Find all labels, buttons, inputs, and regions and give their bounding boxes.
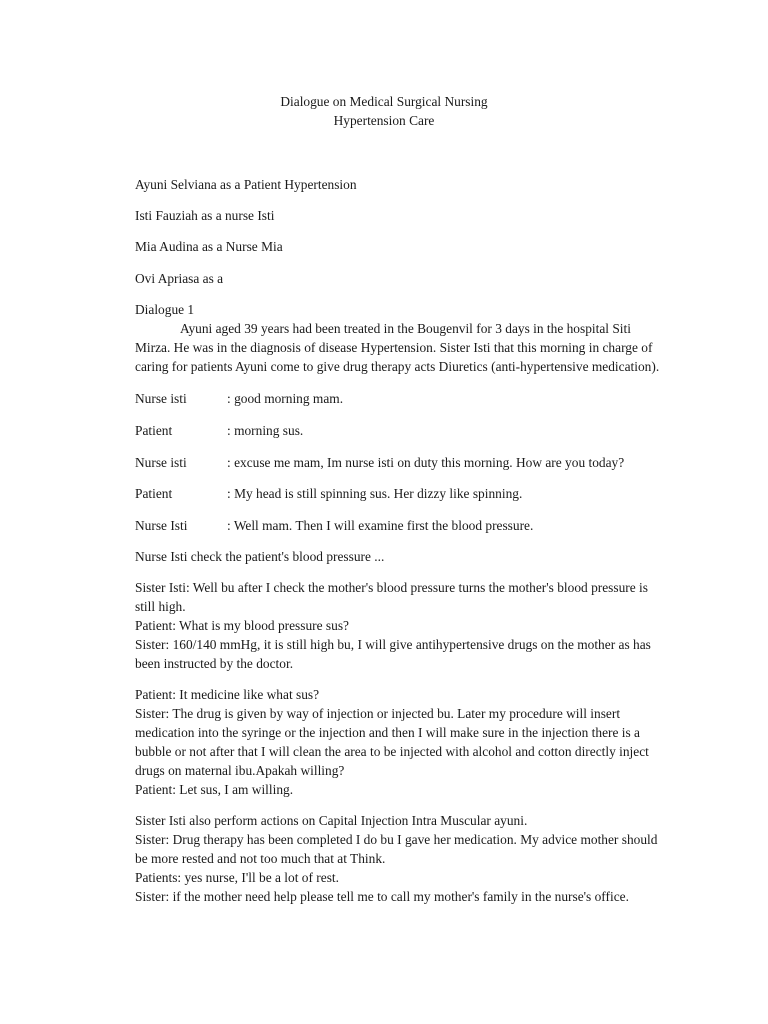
block-line: Sister: The drug is given by way of injection or injected bu. Later my procedure will insert [135,706,621,721]
block-line: Patient: Let sus, I am willing. [135,782,294,797]
speech-text: : morning sus. [227,423,304,438]
speaker-label: Patient [135,486,173,501]
block-line: Sister Isti: Well bu after I check the mother's blood pressure turns the mother's blood pressure is [135,580,648,595]
block-line: Sister: 160/140 mmHg, it is still high bu, I will give antihypertensive drugs on the mother as has [135,637,651,652]
block-line: Sister Isti also perform actions on Capital Injection Intra Muscular ayuni. [135,813,528,828]
speech-text: : My head is still spinning sus. Her dizzy like spinning. [227,486,523,501]
speech-text: : excuse me mam, Im nurse isti on duty this morning. How are you today? [227,455,625,470]
block-line: medication into the syringe or the injection and then I will make sure in the injection there is a [135,725,640,740]
action-line: Nurse Isti check the patient's blood pressure ... [135,549,385,564]
document-title: Dialogue on Medical Surgical Nursing [280,94,488,109]
dialogue-block [135,578,680,673]
speaker-label: Nurse isti [135,455,187,470]
dialogue-block [135,811,680,906]
block-line: been instructed by the doctor. [135,656,294,671]
dialogue-exchange [135,484,522,503]
intro-line: Mirza. He was in the diagnosis of disease Hypertension. Sister Isti that this morning in charge of [135,340,653,355]
speech-text: : good morning mam. [227,391,344,406]
dialogue-intro [135,300,680,376]
speaker-label: Nurse isti [135,391,187,406]
dialogue-block [135,685,680,799]
block-line: Sister: if the mother need help please tell me to call my mother's family in the nurse's office. [135,889,629,904]
cast-line: Isti Fauziah as a nurse Isti [135,208,275,223]
speech-text: : Well mam. Then I will examine first the blood pressure. [227,518,534,533]
cast-line: Ovi Apriasa as a [135,271,224,286]
intro-line: caring for patients Ayuni come to give drug therapy acts Diuretics (anti-hypertensive medication). [135,359,660,374]
dialogue-exchange [135,421,303,440]
block-line: Sister: Drug therapy has been completed I do bu I gave her medication. My advice mother should [135,832,658,847]
block-line: be more rested and not too much that at Think. [135,851,386,866]
block-line: Patients: yes nurse, I'll be a lot of rest. [135,870,339,885]
block-line: Patient: What is my blood pressure sus? [135,618,349,633]
dialogue-exchange [135,389,343,408]
block-line: bubble or not after that I will clean the area to be injected with alcohol and cotton directly inject [135,744,649,759]
cast-line: Mia Audina as a Nurse Mia [135,239,283,254]
dialogue-exchange [135,453,624,472]
block-line: drugs on maternal ibu.Apakah willing? [135,763,345,778]
dialogue-heading: Dialogue 1 [135,302,195,317]
speaker-label: Patient [135,423,173,438]
document-subtitle: Hypertension Care [333,113,435,128]
intro-line: Ayuni aged 39 years had been treated in the Bougenvil for 3 days in the hospital Siti [180,321,631,336]
cast-line: Ayuni Selviana as a Patient Hypertension [135,177,357,192]
dialogue-exchange [135,516,533,535]
block-line: still high. [135,599,186,614]
speaker-label: Nurse Isti [135,518,188,533]
block-line: Patient: It medicine like what sus? [135,687,320,702]
